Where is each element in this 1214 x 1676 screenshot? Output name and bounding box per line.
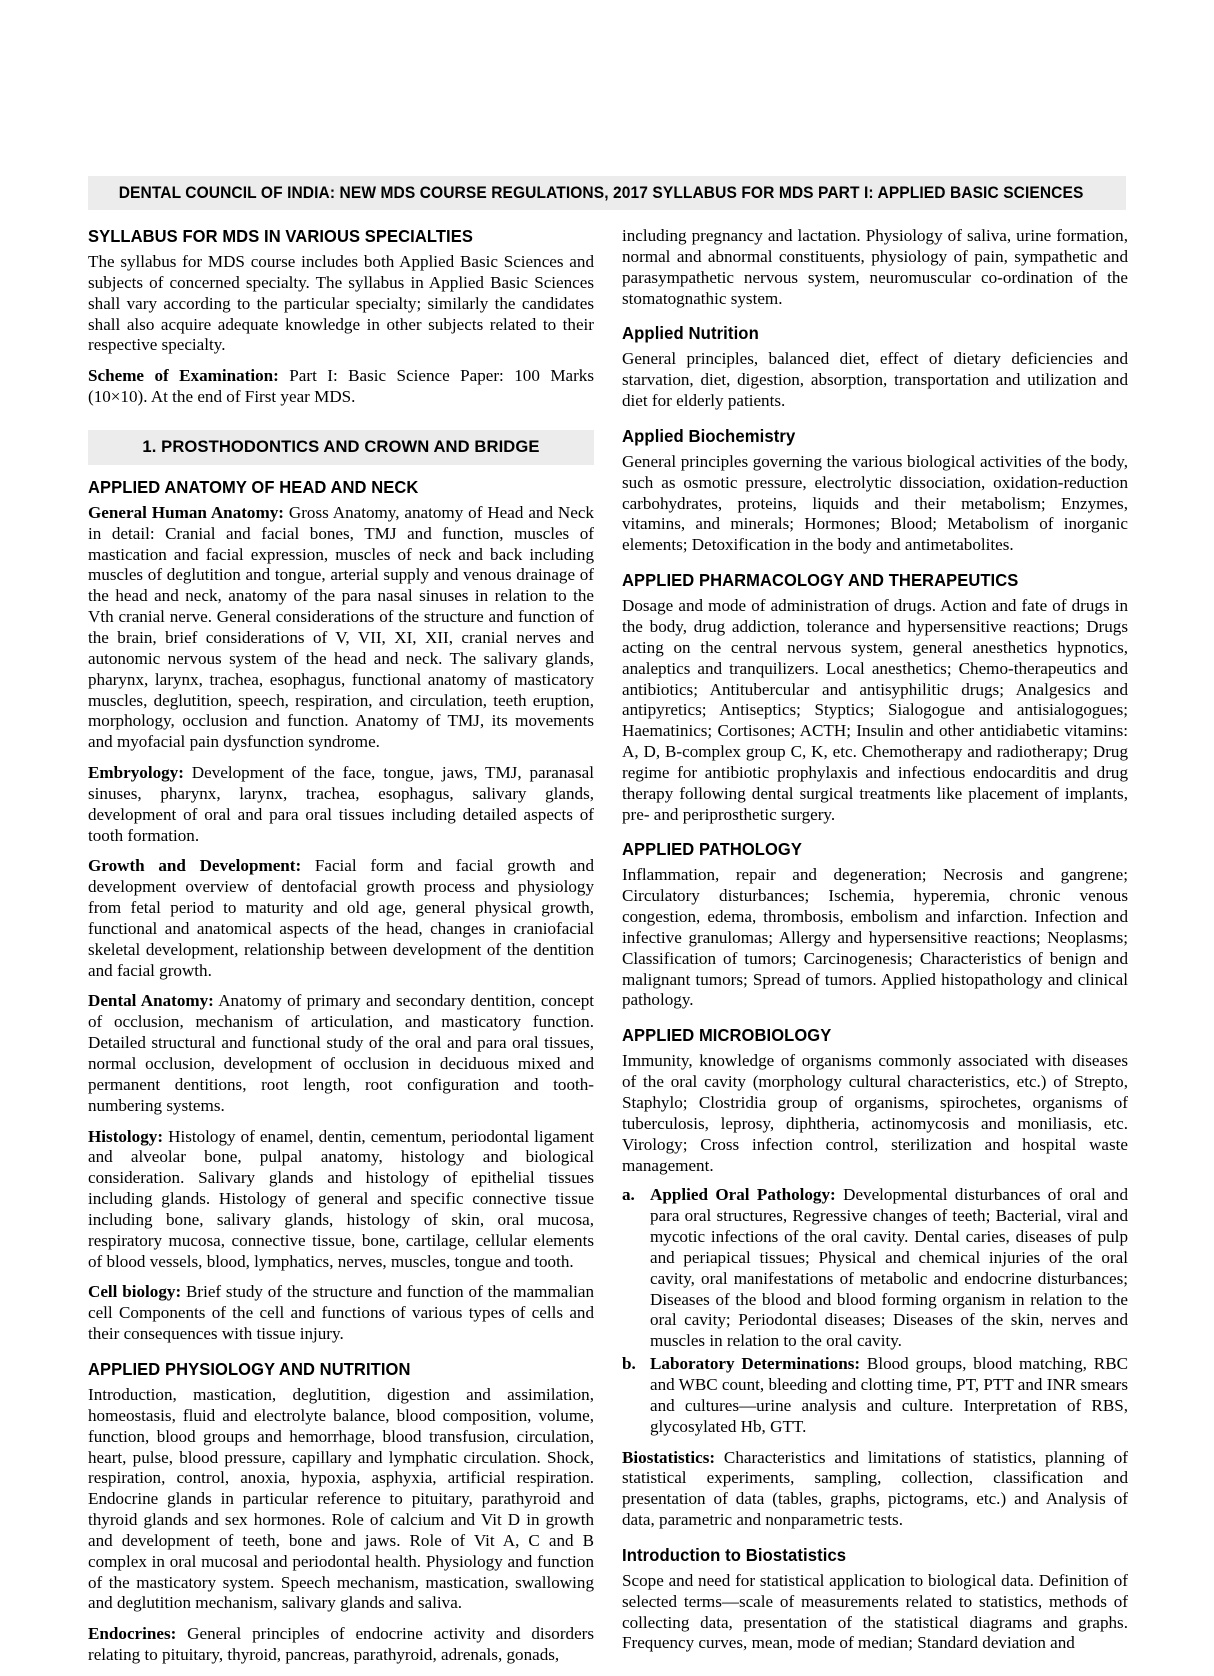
section-band-prosthodontics: 1. PROSTHODONTICS AND CROWN AND BRIDGE bbox=[88, 430, 594, 465]
heading-syllabus-specialties: SYLLABUS FOR MDS IN VARIOUS SPECIALTIES bbox=[88, 226, 473, 246]
heading-applied-pharmacology: APPLIED PHARMACOLOGY AND THERAPEUTICS bbox=[622, 570, 1019, 591]
list-item bbox=[622, 1185, 1128, 1352]
paragraph-applied-pharmacology: Dosage and mode of administration of drugs. Action and fate of drugs in the body, drug addiction, tolerance and hypersensitive reactions; Drugs acting on the central nervous system, general anesthetics hypnotics, analeptics and tranquilizers. Local anesthetics; Chemo-therapeutics and antibiotics; Antitubercular and antisyphilitic drugs; Analgesics and antipyretics; Antiseptics; Styptics; Sialogogue and antisialogogues; Haematinics; Cortisones; ACTH; Insulin and other antidiabetic vitamins: A, D, B-complex group C, K, etc. Chemotherapy and radiotherapy; Drug regime for antibiotic prophylaxis and infectious endocarditis and drug therapy following dental surgical treatments like placement of implants, pre- and periprosthetic surgery. bbox=[622, 596, 1128, 824]
label-cell-biology: Cell biology: bbox=[88, 1282, 182, 1302]
text-dental-anatomy: Anatomy of primary and secondary dentition, concept of occlusion, mechanism of articulation, and masticatory function. Detailed structural and functional study of the oral and para oral tissues, normal occlusion, development of occlusion in deciduous mixed and permanent dentitions, root length, root configuration and tooth-numbering systems. bbox=[88, 991, 594, 1115]
paragraph-introduction-to-biostatistics: Scope and need for statistical application to biological data. Definition of selected terms—scale of measurements related to statistics, methods of collecting data, presentation of the statistical diagrams and graphs. Frequency curves, mean, mode of median; Standard deviation and bbox=[622, 1570, 1128, 1653]
paragraph-applied-biochemistry: General principles governing the various biological activities of the body, such as osmotic pressure, electrolytic dissociation, oxidation-reduction carbohydrates, proteins, liquids and their metabolism; Enzymes, vitamins, and minerals; Hormones; Blood; Metabolism of inorganic elements; Detoxification in the body and antimetabolites. bbox=[622, 451, 1128, 555]
list-item-text: Developmental disturbances of oral and para oral structures, Regressive changes of teeth; Bacterial, viral and mycotic infections of the oral cavity. Dental caries, diseases of pulp and periapical tissues; Physical and chemical injuries of the oral cavity, oral manifestations of metabolic and endocrine disturbances; Diseases of the blood and blood forming organism in relation to the oral cavity; Periodontal diseases; Diseases of the skin, nerves and muscles in relation to the oral cavity. bbox=[650, 1185, 1128, 1351]
text-growth-and-development: Facial form and facial growth and development overview of dentofacial growth process and physiology from fetal period to maturity and old age, general physical growth, functional and anatomical aspects of the head, changes in craniofacial skeletal development, relationship between development of the dentition and facial growth. bbox=[88, 856, 595, 980]
label-biostatistics: Biostatistics: bbox=[622, 1447, 716, 1467]
text-endocrines: General principles of endocrine activity and disorders relating to pituitary, thyroid, pancreas, parathyroid, adrenals, gonads, bbox=[88, 1624, 594, 1665]
paragraph-dental-anatomy bbox=[88, 991, 594, 1116]
paragraph-applied-pathology: Inflammation, repair and degeneration; Necrosis and gangrene; Circulatory disturbances; Ischemia, hyperemia, chronic venous congestion, edema, thrombosis, embolism and infarction. Infection and infective granulomas; Allergy and hypersensitive reactions; Neoplasms; Classification of tumors; Carcinogenesis; Characteristics of benign and malignant tumors; Spread of tumors. Applied histopathology and clinical pathology. bbox=[622, 865, 1128, 1010]
heading-applied-physiology-nutrition: APPLIED PHYSIOLOGY AND NUTRITION bbox=[88, 1358, 411, 1379]
label-general-human-anatomy: General Human Anatomy: bbox=[88, 502, 284, 522]
paragraph-histology bbox=[88, 1127, 594, 1273]
text-histology: Histology of enamel, dentin, cementum, periodontal ligament and alveolar bone, pulpal anatomy, histology and biological consideration. Salivary glands and histology of epithelial tissues including glands. Histology of general and specific connective tissue including bone, salivary glands, histology of skin, oral mucosa, respiratory mucosa, connective tissue, bone, cartilage, cellular elements of blood vessels, blood, lymphatics, nerves, muscles, tongue and tooth. bbox=[88, 1126, 594, 1271]
label-growth-and-development: Growth and Development: bbox=[88, 856, 302, 876]
text-scheme-of-examination: Part I: Basic Science Paper: 100 Marks (10×10). At the end of First year MDS. bbox=[88, 366, 594, 407]
label-scheme-of-examination: Scheme of Examination: bbox=[88, 366, 279, 386]
paragraph-physiology: Introduction, mastication, deglutition, digestion and assimilation, homeostasis, fluid and electrolyte balance, blood composition, volume, function, blood groups and hemorrhage, blood transfusion, circulation, heart, pulse, blood pressure, capillary and lymphatic circulation. Shock, respiration, control, anoxia, hypoxia, asphyxia, artificial respiration. Endocrine glands in particular reference to pituitary, parathyroid and thyroid glands and sex hormones. Role of calcium and Vit D in growth and development of teeth, bone and jaws. Role of Vit A, C and B complex in oral mucosal and periodontal health. Physiology and function of the masticatory system. Speech mechanism, mastication, swallowing and deglutition mechanism, salivary glands and saliva. bbox=[88, 1384, 594, 1613]
paragraph-endocrines bbox=[88, 1624, 594, 1666]
paragraph-applied-microbiology: Immunity, knowledge of organisms commonly associated with diseases of the oral cavity (morphology cultural characteristics, etc.) of Strepto, Staphylo; Clostridia group of organisms, spirochetes, organisms of tuberculosis, leprosy, diphtheria, actinomycosis and moniliasis, etc. Virology; Cross infection control, sterilization and hospital waste management. bbox=[622, 1051, 1128, 1175]
text-embryology: Development of the face, tongue, jaws, TMJ, paranasal sinuses, pharynx, larynx, trachea, esophagus, salivary glands, development of oral and para oral tissues including detailed aspects of tooth formation. bbox=[88, 763, 594, 845]
text-general-human-anatomy: Gross Anatomy, anatomy of Head and Neck in detail: Cranial and facial bones, TMJ and function, muscles of mastication and facial expression, muscles of neck and back including muscles of deglutition and tongue, arterial supply and venous drainage of the head and neck, anatomy of the para nasal sinuses in relation to the Vth cranial nerve. General considerations of the structure and function of the brain, brief considerations of V, VII, XI, XII, cranial nerves and autonomic nervous system of the head and neck. The salivary glands, pharynx, larynx, trachea, esophagus, functional anatomy of masticatory muscles, deglutition, speech, respiration, and circulation, teeth eruption, morphology, occlusion and function. Anatomy of TMJ, its movements and myofacial pain dysfunction syndrome. bbox=[88, 502, 594, 752]
label-embryology: Embryology: bbox=[88, 763, 184, 783]
text-biostatistics: Characteristics and limitations of statistics, planning of statistical experiments, sampling, collection, classification and presentation of data (tables, graphs, pictograms, etc.) and Analysis of data, parametric and nonparametric tests. bbox=[622, 1447, 1128, 1530]
heading-applied-biochemistry: Applied Biochemistry bbox=[622, 425, 796, 446]
list-item-text: Blood groups, blood matching, RBC and WBC count, bleeding and clotting time, PT, PTT and INR smears and cultures—urine analysis and culture. Interpretation of RBS, glycosylated Hb, GTT. bbox=[650, 1354, 1128, 1436]
running-head-text: DENTAL COUNCIL OF INDIA: NEW MDS COURSE REGULATIONS, 2017 SYLLABUS FOR MDS PART I: APPLIED BASIC SCIENCES bbox=[118, 183, 1084, 202]
list-item-label: Applied Oral Pathology: bbox=[650, 1185, 836, 1205]
heading-applied-microbiology: APPLIED MICROBIOLOGY bbox=[622, 1025, 832, 1046]
paragraph-cell-biology bbox=[88, 1282, 594, 1345]
heading-applied-anatomy: APPLIED ANATOMY OF HEAD AND NECK bbox=[88, 476, 419, 497]
list-item bbox=[622, 1354, 1128, 1437]
paragraph-embryology bbox=[88, 763, 594, 846]
text-cell-biology: Brief study of the structure and function of the mammalian cell Components of the cell and functions of various types of cells and their consequences with tissue injury. bbox=[88, 1282, 594, 1344]
paragraph-biostatistics bbox=[622, 1448, 1128, 1531]
list-item-label: Laboratory Determinations: bbox=[650, 1354, 861, 1374]
running-head-band bbox=[88, 176, 1126, 210]
list-item-marker: b. bbox=[622, 1354, 636, 1374]
paragraph-applied-nutrition: General principles, balanced diet, effect of dietary deficiencies and starvation, diet, digestion, absorption, transportation and utilization and diet for elderly patients. bbox=[622, 349, 1128, 411]
label-endocrines: Endocrines: bbox=[88, 1624, 177, 1644]
heading-introduction-to-biostatistics: Introduction to Biostatistics bbox=[622, 1544, 847, 1565]
paragraph-scheme-of-examination bbox=[88, 366, 594, 408]
left-column bbox=[88, 226, 594, 1676]
heading-applied-pathology: APPLIED PATHOLOGY bbox=[622, 839, 802, 860]
paragraph-growth-and-development bbox=[88, 856, 594, 981]
label-histology: Histology: bbox=[88, 1126, 164, 1146]
list-item-marker: a. bbox=[622, 1185, 635, 1205]
right-column bbox=[622, 226, 1128, 1676]
heading-applied-nutrition: Applied Nutrition bbox=[622, 323, 759, 344]
paragraph-intro: The syllabus for MDS course includes both Applied Basic Sciences and subjects of concerned specialty. The syllabus in Applied Basic Sciences shall vary according to the particular specialty; similarly the candidates shall also acquire adequate knowledge in other subjects related to their respective specialty. bbox=[88, 252, 594, 355]
paragraph-general-human-anatomy bbox=[88, 503, 594, 753]
paragraph-endocrines-continued: including pregnancy and lactation. Physiology of saliva, urine formation, normal and abnormal constituents, physiology of pain, sympathetic and parasympathetic nervous system, neuromuscular co-ordination of the stomatognathic system. bbox=[622, 226, 1128, 308]
two-column-body bbox=[88, 226, 1128, 1676]
microbiology-sublist bbox=[622, 1185, 1128, 1437]
label-dental-anatomy: Dental Anatomy: bbox=[88, 991, 214, 1011]
